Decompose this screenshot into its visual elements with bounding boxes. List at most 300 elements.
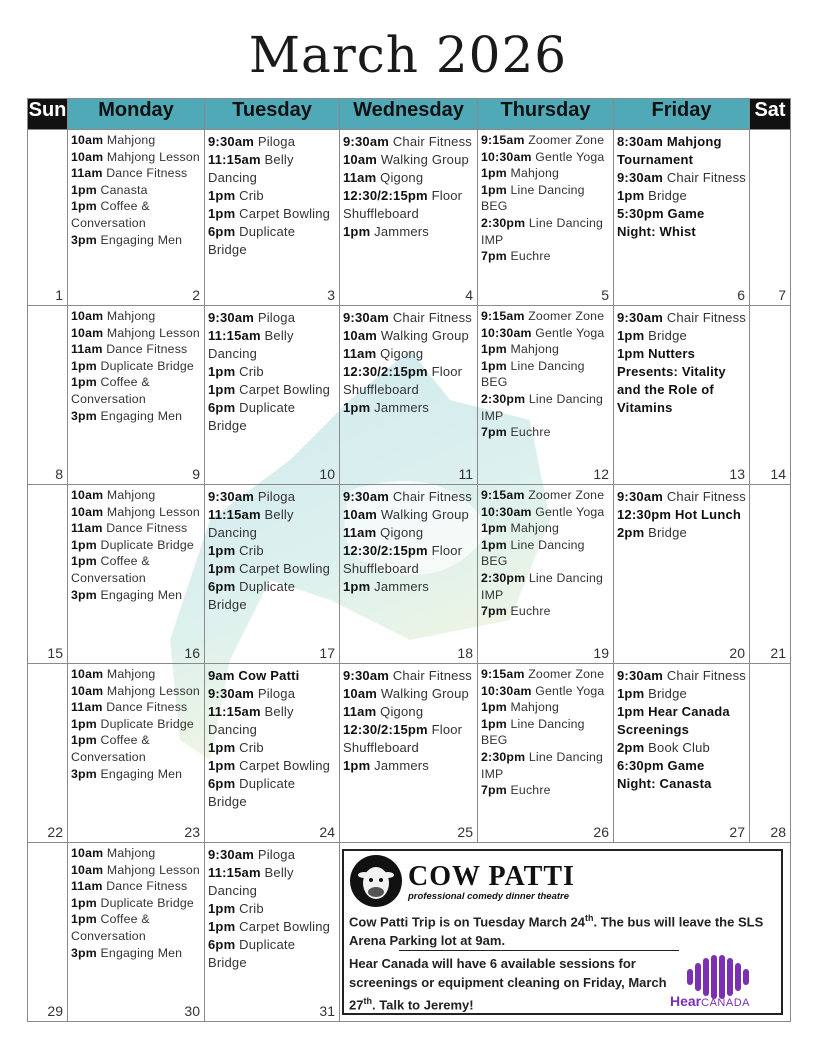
event-list — [71, 666, 201, 782]
event-time: 1pm — [343, 224, 371, 239]
event-time: 1pm — [208, 543, 236, 558]
day-cell — [68, 306, 205, 485]
event-list — [208, 309, 336, 435]
event-time: 10am — [343, 686, 378, 701]
event-time: 1pm — [71, 375, 97, 390]
day-number: 16 — [184, 645, 200, 661]
weekday-header-row — [28, 99, 791, 130]
event-list — [481, 308, 610, 441]
event-name: Line Dancing IMP — [481, 749, 604, 781]
day-number: 27 — [729, 824, 745, 840]
event-item — [481, 749, 610, 782]
event-name: Line Dancing BEG — [481, 358, 585, 390]
event-item — [208, 775, 336, 811]
event-name: Mahjong Lesson — [106, 683, 200, 698]
day-number: 10 — [319, 466, 335, 482]
event-time: 1pm — [343, 579, 371, 594]
event-name: Floor Shuffleboard — [343, 543, 463, 576]
event-name: Engaging Men — [100, 232, 183, 247]
event-time: 3pm — [71, 766, 97, 781]
day-cell — [478, 130, 614, 306]
event-time: 3pm — [71, 945, 97, 960]
event-name: Bridge — [648, 686, 687, 701]
event-time: 1pm — [71, 199, 97, 214]
day-number: 25 — [457, 824, 473, 840]
event-item — [617, 488, 746, 506]
event-item — [71, 878, 201, 895]
event-item — [481, 165, 610, 182]
day-cell — [68, 664, 205, 843]
day-cell — [28, 306, 68, 485]
day-cell — [614, 664, 750, 843]
week-row — [28, 485, 791, 664]
event-time: 1pm — [481, 166, 507, 181]
event-item — [481, 308, 610, 325]
event-name: Mahjong — [106, 309, 156, 323]
event-time: 10am — [71, 325, 104, 340]
trip-announcement — [349, 909, 779, 950]
event-name: Carpet Bowling — [239, 206, 331, 221]
day-number: 21 — [770, 645, 786, 661]
week-row — [28, 306, 791, 485]
day-cell — [340, 485, 478, 664]
event-time: 11am — [343, 170, 377, 185]
event-item — [617, 187, 746, 205]
event-time: 1pm — [481, 342, 507, 357]
event-item — [71, 308, 201, 325]
event-item — [208, 739, 336, 757]
day-number: 3 — [327, 287, 335, 303]
event-name: Belly Dancing — [208, 152, 294, 185]
event-item — [208, 327, 336, 363]
event-time: 9:30am — [343, 668, 390, 683]
event-name: Mahjong Lesson — [106, 504, 200, 519]
event-time: 9:30am — [208, 310, 255, 325]
day-number: 7 — [778, 287, 786, 303]
event-name: Gentle Yoga — [535, 325, 605, 340]
event-item — [617, 739, 746, 757]
event-list — [617, 309, 746, 417]
event-item — [71, 553, 201, 586]
event-time: 2:30pm — [481, 391, 526, 406]
event-item — [617, 703, 746, 739]
day-cell — [205, 130, 340, 306]
event-time: 12:30/2:15pm — [343, 188, 428, 203]
event-item — [481, 149, 610, 166]
event-item — [71, 537, 201, 554]
event-time: 1pm — [71, 537, 97, 552]
event-name: Mahjong — [510, 342, 560, 357]
day-cell — [478, 306, 614, 485]
event-item — [71, 766, 201, 783]
event-list — [481, 487, 610, 620]
event-list — [71, 487, 201, 603]
event-name: Gentle Yoga — [535, 504, 605, 519]
day-cell — [614, 306, 750, 485]
day-number: 14 — [770, 466, 786, 482]
event-name: Mahjong — [106, 488, 156, 502]
event-item — [71, 182, 201, 199]
event-time: 1pm — [71, 733, 97, 748]
day-number: 22 — [47, 824, 63, 840]
event-time: 11:15am — [208, 704, 261, 719]
event-time: 11am — [343, 525, 377, 540]
event-name: Qigong — [380, 170, 424, 185]
event-item — [617, 205, 746, 241]
event-time: 11am — [71, 342, 103, 357]
event-item — [343, 685, 474, 703]
event-item — [481, 487, 610, 504]
event-item — [617, 757, 746, 793]
event-time: 1pm — [208, 364, 236, 379]
day-number: 12 — [593, 466, 609, 482]
event-name: Duplicate Bridge — [208, 400, 296, 433]
event-time: 3pm — [71, 232, 97, 247]
event-name: Mahjong — [106, 667, 156, 681]
event-name: Mahjong Lesson — [106, 325, 200, 340]
day-number: 2 — [192, 287, 200, 303]
event-time: 6pm — [208, 400, 236, 415]
day-number: 13 — [729, 466, 745, 482]
event-list — [481, 132, 610, 265]
event-name: Mahjong — [510, 521, 560, 536]
event-time: 1pm — [481, 716, 507, 731]
event-item — [481, 248, 610, 265]
event-name: Carpet Bowling — [239, 758, 331, 773]
event-name: Zoomer Zone — [528, 309, 605, 323]
event-item — [71, 132, 201, 149]
event-name: Gentle Yoga — [535, 149, 605, 164]
event-name: Chair Fitness — [666, 489, 747, 504]
event-list — [343, 667, 474, 775]
page-title: March 2026 — [248, 26, 568, 84]
event-time: 1pm — [481, 700, 507, 715]
event-item — [71, 165, 201, 182]
event-name: Dance Fitness — [106, 166, 188, 181]
event-name: Engaging Men — [100, 587, 183, 602]
day-number: 15 — [47, 645, 63, 661]
event-name: Jammers — [374, 758, 430, 773]
hear-canada-announcement — [349, 954, 669, 1014]
event-time: 11:15am — [208, 507, 261, 522]
event-time: 2:30pm — [481, 749, 526, 764]
event-item — [481, 215, 610, 248]
event-name: Piloga — [257, 686, 296, 701]
event-time: 11am — [343, 704, 377, 719]
event-item — [481, 683, 610, 700]
event-time: 10am — [71, 488, 104, 502]
event-time: 1pm — [71, 358, 97, 373]
event-time: 1pm — [208, 561, 236, 576]
event-name: Dance Fitness — [106, 700, 188, 715]
event-name: Duplicate Bridge — [100, 716, 194, 731]
event-item — [481, 537, 610, 570]
day-cell — [614, 130, 750, 306]
day-number: 6 — [737, 287, 745, 303]
day-cell — [340, 664, 478, 843]
event-name: Belly Dancing — [208, 328, 294, 361]
event-name: Piloga — [257, 134, 296, 149]
event-name: Belly Dancing — [208, 704, 294, 737]
event-item — [71, 374, 201, 407]
event-time: 7pm — [481, 604, 507, 619]
hear-logo-word: Hear — [670, 993, 702, 1009]
event-item — [343, 721, 474, 757]
event-time: 11:15am — [208, 328, 261, 343]
event-item — [481, 699, 610, 716]
day-number: 9 — [192, 466, 200, 482]
event-item — [71, 716, 201, 733]
event-time: 9:30am — [617, 170, 664, 185]
event-time: 7pm — [481, 783, 507, 798]
event-item — [208, 363, 336, 381]
event-item — [208, 223, 336, 259]
event-item — [71, 232, 201, 249]
day-cell — [750, 485, 791, 664]
event-time: 12:30/2:15pm — [343, 543, 428, 558]
event-name: Line Dancing BEG — [481, 716, 585, 748]
week-row — [28, 664, 791, 843]
weekday-header-sat: Sat — [750, 99, 791, 130]
event-name: Chair Fitness — [392, 310, 473, 325]
event-list — [343, 133, 474, 241]
event-name: Book Club — [648, 740, 710, 755]
event-time: 9:30am — [208, 686, 255, 701]
day-number: 30 — [184, 1003, 200, 1019]
event-list — [71, 308, 201, 424]
event-time: 1pm — [343, 400, 371, 415]
event-item — [208, 133, 336, 151]
event-time: 1pm — [208, 901, 236, 916]
event-name: Engaging Men — [100, 945, 183, 960]
event-item — [481, 666, 610, 683]
event-item — [71, 911, 201, 944]
event-time: 9:30am — [617, 668, 664, 683]
day-number: 11 — [458, 466, 473, 482]
event-name: Euchre — [510, 249, 551, 264]
event-time: 10am — [343, 507, 378, 522]
event-name: Chair Fitness — [392, 134, 473, 149]
event-item — [343, 506, 474, 524]
event-name: Walking Group — [380, 507, 469, 522]
event-time: 10am — [71, 683, 104, 698]
day-number: 31 — [319, 1003, 335, 1019]
event-time: 11am — [71, 700, 103, 715]
event-list — [617, 133, 746, 241]
event-item — [617, 667, 746, 685]
event-name: Qigong — [380, 346, 424, 361]
event-item — [208, 187, 336, 205]
event-time: 12:30/2:15pm — [343, 364, 428, 379]
event-list — [617, 667, 746, 793]
event-item — [208, 703, 336, 739]
event-item — [208, 846, 336, 864]
event-name: Euchre — [510, 604, 551, 619]
event-item — [617, 345, 746, 417]
event-time: 1pm — [481, 358, 507, 373]
weekday-header-sun: Sun — [28, 99, 68, 130]
event-name: Zoomer Zone — [528, 667, 605, 681]
event-item — [481, 182, 610, 215]
event-name: Zoomer Zone — [528, 133, 605, 147]
event-name: Duplicate Bridge — [100, 895, 194, 910]
event-item — [208, 151, 336, 187]
event-time: 11am — [71, 521, 103, 536]
event-time: 1pm Hear Canada Screenings — [617, 704, 730, 737]
event-item — [71, 683, 201, 700]
day-cell — [68, 130, 205, 306]
day-cell — [478, 664, 614, 843]
event-name: Dance Fitness — [106, 879, 188, 894]
trip-text-2: . The bus will leave the SLS Arena Parking lot at 9am. — [349, 914, 764, 949]
event-name: Line Dancing BEG — [481, 537, 585, 569]
event-time: 10:30am — [481, 504, 532, 519]
day-number: 19 — [593, 645, 609, 661]
event-item — [71, 487, 201, 504]
event-item — [343, 187, 474, 223]
day-cell — [750, 664, 791, 843]
event-time: 9:15am — [481, 488, 525, 502]
event-list — [343, 309, 474, 417]
event-time: 10:30am — [481, 325, 532, 340]
day-number: 20 — [729, 645, 745, 661]
event-list — [71, 845, 201, 961]
event-item — [71, 862, 201, 879]
event-item — [343, 524, 474, 542]
event-name: Coffee & Conversation — [71, 912, 150, 943]
event-time: 1pm — [208, 740, 236, 755]
day-cell — [340, 306, 478, 485]
event-name: Crib — [239, 740, 264, 755]
event-name: Floor Shuffleboard — [343, 722, 463, 755]
event-time: 9:30am — [343, 134, 390, 149]
event-time: 12:30pm Hot Lunch — [617, 507, 742, 522]
day-cell — [28, 843, 68, 1022]
event-time: 1pm — [481, 537, 507, 552]
event-item — [208, 560, 336, 578]
event-list — [208, 133, 336, 259]
event-time: 10:30am — [481, 149, 532, 164]
event-name: Canasta — [100, 182, 148, 197]
day-cell — [750, 130, 791, 306]
event-time: 1pm — [617, 188, 645, 203]
event-time: 9:30am — [208, 847, 255, 862]
event-time: 10am — [71, 862, 104, 877]
event-time: 2:30pm — [481, 215, 526, 230]
event-time: 7pm — [481, 425, 507, 440]
event-item — [71, 358, 201, 375]
hear-text-2: . Talk to Jeremy! — [371, 997, 474, 1013]
event-name: Line Dancing IMP — [481, 215, 604, 247]
event-time: 9:30am — [208, 489, 255, 504]
event-name: Piloga — [257, 847, 296, 862]
day-number: 28 — [770, 824, 786, 840]
day-cell — [28, 664, 68, 843]
day-number: 1 — [55, 287, 63, 303]
trip-sup: th — [584, 913, 594, 923]
event-item — [208, 864, 336, 900]
day-number: 5 — [601, 287, 609, 303]
event-item — [343, 399, 474, 417]
cow-logo-icon — [350, 855, 402, 907]
event-item — [481, 132, 610, 149]
event-name: Carpet Bowling — [239, 919, 331, 934]
event-time: 10am — [71, 133, 104, 147]
hear-logo-caps: CANADA — [701, 997, 750, 1009]
event-item — [208, 309, 336, 327]
trip-text-1: Cow Patti Trip is on Tuesday March 24 — [349, 914, 585, 930]
day-cell — [68, 843, 205, 1022]
event-name: Line Dancing BEG — [481, 182, 585, 214]
event-name: Coffee & Conversation — [71, 554, 150, 585]
event-time: 11am — [343, 346, 377, 361]
event-name: Duplicate Bridge — [208, 579, 296, 612]
day-cell — [68, 485, 205, 664]
event-item — [71, 520, 201, 537]
event-name: Chair Fitness — [666, 170, 747, 185]
event-item — [343, 133, 474, 151]
event-item — [71, 408, 201, 425]
event-item — [208, 542, 336, 560]
event-time: 10am — [343, 328, 378, 343]
event-item — [208, 757, 336, 775]
event-item — [343, 757, 474, 775]
event-name: Gentle Yoga — [535, 683, 605, 698]
event-item — [617, 133, 746, 169]
weekday-header-thursday: Thursday — [478, 99, 614, 130]
event-time: 6:30pm Game Night: Canasta — [617, 758, 712, 791]
event-time: 6pm — [208, 579, 236, 594]
event-item — [208, 685, 336, 703]
event-name: Mahjong — [106, 133, 156, 147]
event-name: Chair Fitness — [392, 489, 473, 504]
announcement-divider — [399, 950, 679, 951]
event-name: Mahjong — [106, 846, 156, 860]
event-item — [208, 205, 336, 223]
event-item — [343, 169, 474, 187]
event-time: 1pm — [208, 382, 236, 397]
day-cell — [340, 130, 478, 306]
event-item — [71, 699, 201, 716]
event-name: Crib — [239, 543, 264, 558]
event-time: 9:15am — [481, 309, 525, 323]
event-time: 6pm — [208, 776, 236, 791]
event-item — [481, 782, 610, 799]
event-time: 9:15am — [481, 667, 525, 681]
day-number: 4 — [465, 287, 473, 303]
event-time: 1pm — [617, 328, 645, 343]
event-name: Chair Fitness — [392, 668, 473, 683]
event-name: Chair Fitness — [666, 310, 747, 325]
event-item — [343, 345, 474, 363]
event-time: 1pm — [208, 758, 236, 773]
event-item — [481, 504, 610, 521]
event-name: Piloga — [257, 489, 296, 504]
event-item — [208, 381, 336, 399]
event-time: 10am — [71, 309, 104, 323]
weekday-header-wednesday: Wednesday — [340, 99, 478, 130]
event-item — [71, 198, 201, 231]
event-time: 5:30pm Game Night: Whist — [617, 206, 705, 239]
weekday-header-friday: Friday — [614, 99, 750, 130]
event-time: 9:30am — [617, 310, 664, 325]
event-time: 1pm Nutters Presents: Vitality and the Role of Vitamins — [617, 346, 726, 415]
event-item — [71, 341, 201, 358]
event-item — [208, 578, 336, 614]
event-item — [208, 399, 336, 435]
event-item — [71, 666, 201, 683]
event-time: 2pm — [617, 525, 645, 540]
